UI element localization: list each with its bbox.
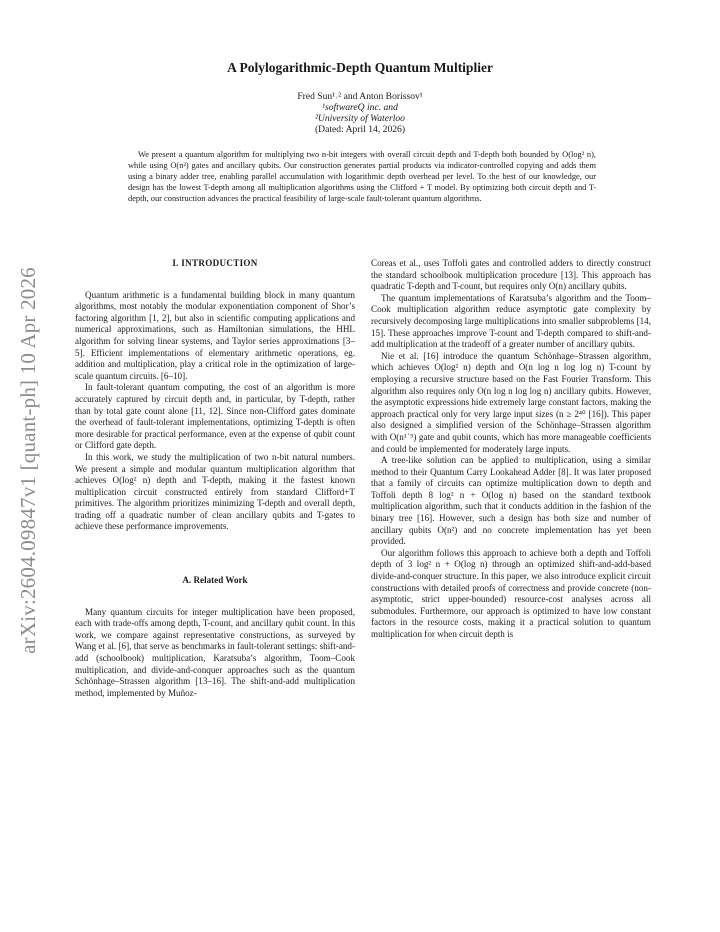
section-heading-introduction: I. INTRODUCTION [172, 258, 258, 268]
front-matter [80, 91, 640, 135]
arxiv-identifier-stamp [8, 250, 48, 670]
subsection-heading-related-work: A. Related Work [182, 575, 248, 586]
related-work-paragraph-1-continued: Coreas et al., uses Toffoli gates and controlled adders to directly construct the standard schoolbook multiplication procedure [13]. This approach has quadratic T-depth and T-count, but requires only O(n) ancillary qubits. [371, 258, 651, 292]
related-work-paragraph-4: A tree-like solution can be applied to multiplication, using a similar method to their Quantum Carry Lookahead Adder [8]. It was later proposed that a family of circuits can optimize multiplication down to depth and Toffoli depth 8 log² n + O(log n) based on the standard textbook multiplication algorithm, such that it conducts addition in the fashion of the binary tree [16]. However, such a design has both size and number of ancillary qubits O(n²) and no concrete implementation has yet been provided. [371, 455, 651, 547]
date-line: (Dated: April 14, 2026) [314, 124, 406, 135]
affiliation-2: ²University of Waterloo [315, 113, 405, 124]
affiliation-1: ¹softwareQ inc. and [322, 102, 398, 113]
related-work-paragraph-3: Nie et al. [16] introduce the quantum Schönhage–Strassen algorithm, which achieves O(log² n) depth and O(n log n log log n) T-count by employing a recursive structure based on the Fast Fourier Transform. This algorithm also requires only O(n log n log log n) ancillary qubits. However, the asymptotic expressions hide extremely large constant factors, making the approach practical only for very large input sizes (n ≥ 2⁴⁰ [16]). This paper also designed a simplified version of the Schönhage–Strassen algorithm with O(n¹˙⁵) gate and qubit counts, which has more manageable coefficients and could be implemented for moderately large inputs. [371, 350, 651, 454]
author-list: Fred Sun¹˒² and Anton Borissov¹ [297, 91, 423, 102]
related-work-paragraph-1: Many quantum circuits for integer multiplication have been proposed, each with trade-offs among depth, T-count, and ancillary qubit count. In this work, we compare against representative constructions, as surveyed by Wang et al. [6], that serve as benchmarks in fault-tolerant settings: shift-and-add (schoolbook) multiplication, Karatsuba’s algorithm, Toom–Cook multiplication, and divide-and-conquer approaches such as the quantum Schönhage–Strassen algorithm [13–16]. The shift-and-add multiplication method, implemented by Muñoz- [75, 606, 355, 698]
intro-paragraph-2: In fault-tolerant quantum computing, the cost of an algorithm is more accurately captured by circuit depth and, in particular, by T-depth, rather than by total gate count alone [11, 12]. Since non-Clifford gates dominate the overhead of fault-tolerant implementations, optimizing T-depth is often more desirable for practical performance, even at the expense of qubit count or Clifford gate depth. [75, 382, 355, 451]
related-work-paragraph-5: Our algorithm follows this approach to achieve both a depth and Toffoli depth of 3 log² n + O(log n) through an optimized shift-and-add-based divide-and-conquer structure. In this paper, we also introduce explicit circuit constructions with detailed proofs of correctness and provide concrete (non-asymptotic, strict upper-bounded) resource-cost analyses across all submodules. Furthermore, our approach is optimized to have low constant factors in the resource costs, making it a practical solution to quantum multiplication for when circuit depth is [371, 547, 651, 639]
left-column [75, 258, 355, 699]
related-work-paragraph-2: The quantum implementations of Karatsuba’s algorithm and the Toom–Cook multiplication algorithm reduce asymptotic gate complexity by recursively decomposing large multiplications into smaller subproblems [14, 15]. These approaches improve T-count and T-depth compared to shift-and-add multiplication at the tradeoff of a greater number of ancillary qubits. [371, 292, 651, 350]
intro-paragraph-3: In this work, we study the multiplication of two n-bit natural numbers. We present a simple and modular quantum multiplication algorithm that achieves O(log² n) depth and T-depth, making it the fastest known multiplication circuit constructed entirely from standard Clifford+T primitives. The algorithm prioritizes minimizing T-depth and overall depth, trading off a quadratic number of clean ancillary qubits and T-gates to achieve these performance improvements. [75, 451, 355, 532]
intro-paragraph-1: Quantum arithmetic is a fundamental building block in many quantum algorithms, most notably the modular exponentiation component of Shor’s factoring algorithm [1, 2], but also in scientific computing applications and numerical approximations, such as Hamiltonian simulations, the HHL algorithm for solving linear systems, and Taylor series approximations [3–5]. Efficient implementations of elementary arithmetic operations, eg. addition and multiplication, play a critical role in the optimization of large-scale quantum circuits. [6–10]. [75, 289, 355, 381]
paper-title: A Polylogarithmic-Depth Quantum Multiplier [227, 60, 493, 75]
abstract: We present a quantum algorithm for multiplying two n-bit integers with overall circuit depth and T-depth both bounded by O(log² n), while using O(n²) gates and ancillary qubits. Our construction generates partial products via indicator-controlled copying and adds them using a binary adder tree, enabling parallel accumulation with logarithmic depth overhead per level. To the best of our knowledge, our design has the lowest T-depth among all multiplication algorithms using the Clifford + T model. By optimizing both circuit depth and T-depth, our construction advances the practical feasibility of large-scale fault-tolerant quantum algorithms. [128, 150, 596, 203]
right-column [371, 258, 651, 641]
arxiv-stamp-text: arXiv:2604.09847v1 [quant-ph] 10 Apr 2026 [15, 266, 40, 654]
